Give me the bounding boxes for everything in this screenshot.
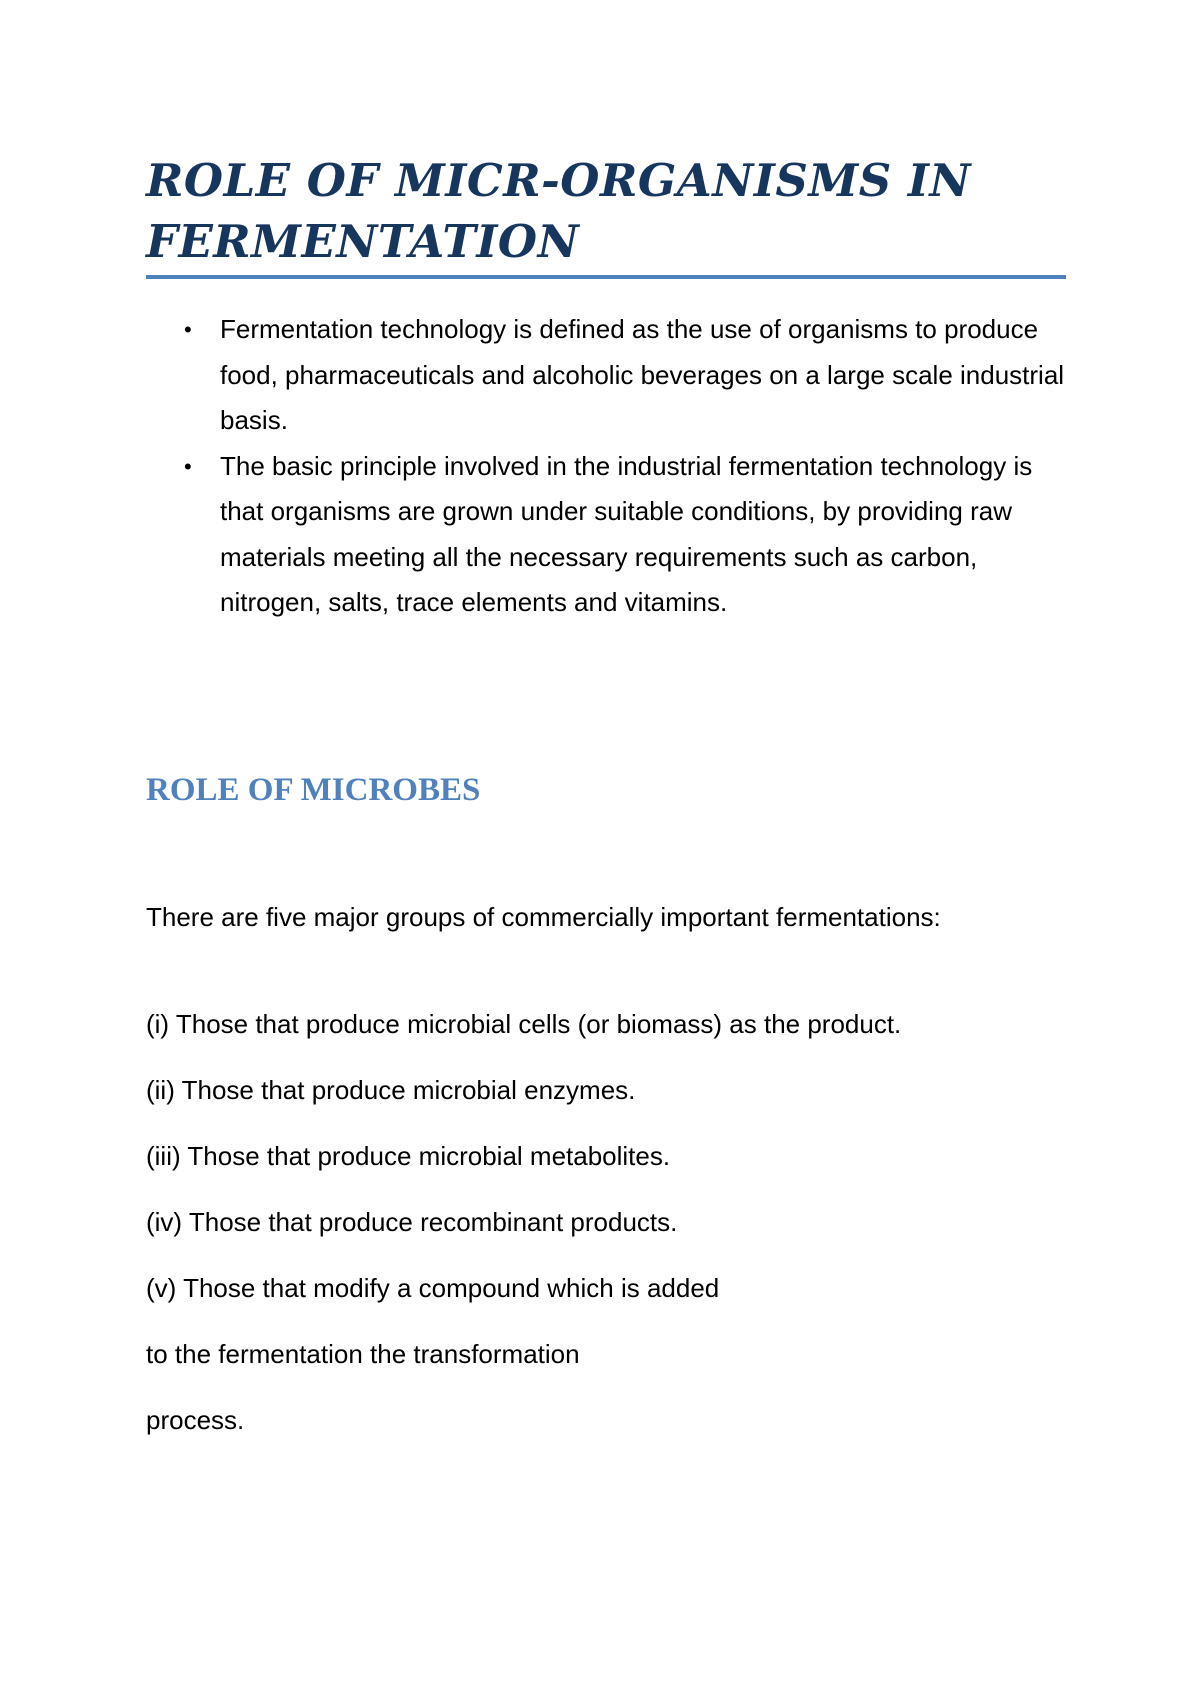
bullet-list: [146, 307, 1066, 626]
list-item-v: (v) Those that modify a compound which is added: [146, 1273, 720, 1303]
bullet-item: [146, 307, 1066, 444]
bullet-icon: •: [184, 453, 192, 479]
bullet-icon: •: [184, 317, 192, 342]
continuation-line: to the fermentation the transformation: [146, 1339, 580, 1369]
bullet-item: [146, 444, 1066, 626]
list-item-iii: (iii) Those that produce microbial metabolites.: [146, 1141, 671, 1171]
intro-paragraph: There are five major groups of commercially important fermentations:: [146, 902, 941, 932]
continuation-line: process.: [146, 1405, 245, 1435]
title-block: [146, 150, 1066, 272]
bullet-text: Fermentation technology is defined as the use of organisms to produce food, pharmaceuticals and alcoholic beverages on a large scale industrial basis.: [220, 314, 1065, 435]
page-title: ROLE OF MICR-ORGANISMS IN FERMENTATION: [146, 154, 972, 268]
list-item-ii: (ii) Those that produce microbial enzymes.: [146, 1075, 636, 1105]
section-heading: ROLE OF MICROBES: [146, 772, 481, 808]
bullet-text: The basic principle involved in the industrial fermentation technology is that organisms are grown under suitable conditions, by providing raw materials meeting all the necessary requirements such as carbon, nitrogen, salts, trace elements and vitamins.: [220, 450, 1033, 617]
title-underline: [146, 275, 1066, 279]
list-item-i: (i) Those that produce microbial cells (or biomass) as the product.: [146, 1009, 902, 1039]
list-item-iv: (iv) Those that produce recombinant products.: [146, 1207, 678, 1237]
